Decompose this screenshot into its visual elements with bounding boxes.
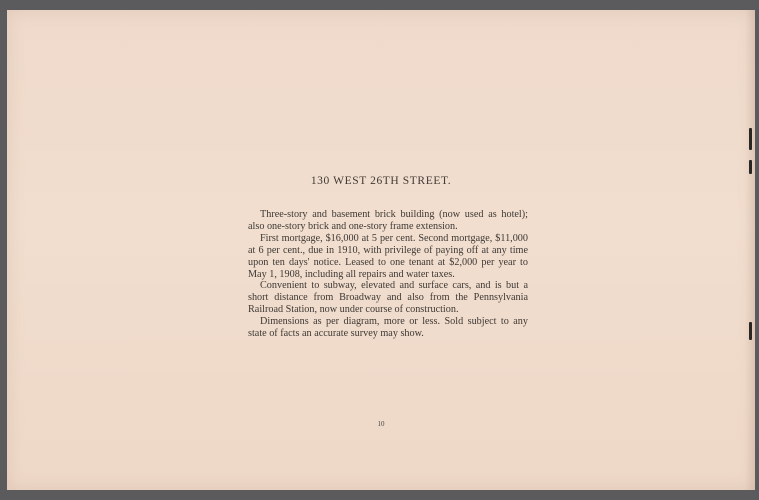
property-heading: 130 WEST 26TH STREET. xyxy=(310,175,452,187)
paragraph-dimensions: Dimensions as per diagram, more or less. Sold subject to any state of facts an accurate survey may show. xyxy=(248,316,528,340)
page-edge-shadow xyxy=(745,10,755,490)
property-description xyxy=(248,209,528,340)
binding-clip xyxy=(749,160,752,174)
binding-clip xyxy=(749,322,752,340)
paragraph-location: Convenient to subway, elevated and surface cars, and is but a short distance from Broadway and also from the Pennsylvania Railroad Station, now under course of construction. xyxy=(248,280,528,316)
paragraph-building: Three-story and basement brick building (now used as hotel); also one-story brick and one-story frame extension. xyxy=(248,209,528,232)
document-page xyxy=(7,10,755,490)
page-number: 10 xyxy=(377,420,385,428)
paragraph-mortgage: First mortgage, $16,000 at 5 per cent. Second mortgage, $11,000 at 6 per cent., due in 1910, with privilege of paying off at any time upon ten days' notice. Leased to one tenant at $2,000 per year to May 1, 1908, including all repairs and water taxes. xyxy=(248,232,528,280)
binding-clip xyxy=(749,128,752,150)
